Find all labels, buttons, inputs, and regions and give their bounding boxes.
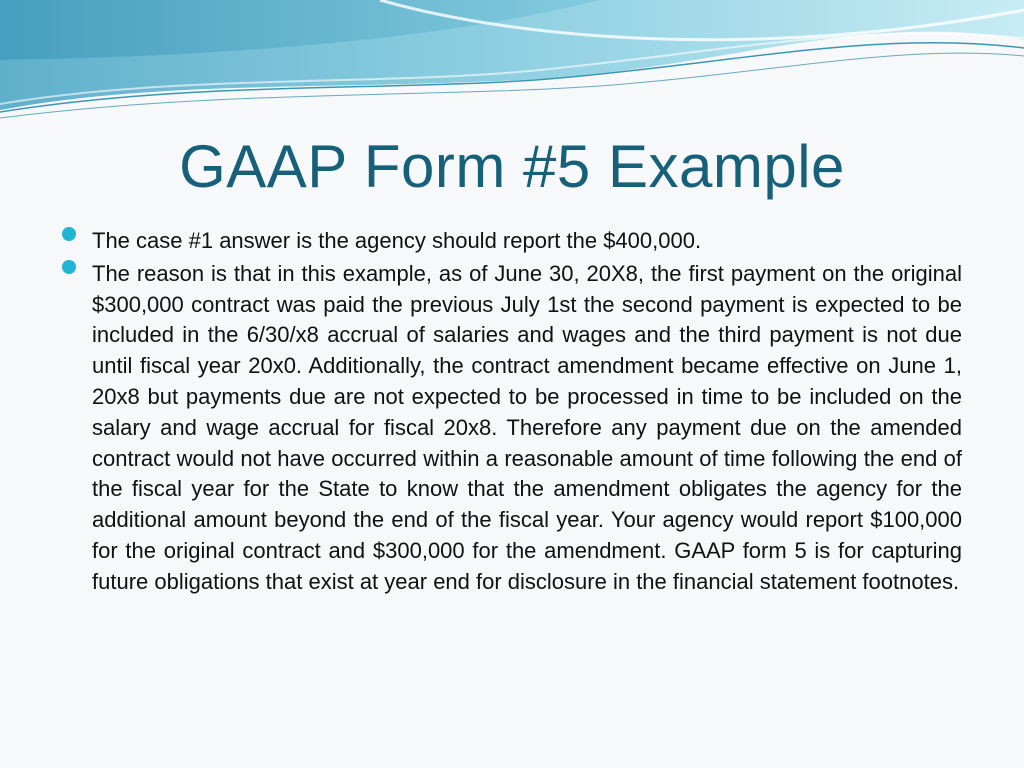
bullet-item xyxy=(62,226,962,257)
bullet-dot-icon xyxy=(62,260,76,274)
bullet-text: The reason is that in this example, as of June 30, 20X8, the first payment on the original $300,000 contract was paid the previous July 1st the second payment is expected to be included in the 6/30/x8 accrual of salaries and wages and the third payment is not due until fiscal year 20x0. Additionally, the contract amendment became effective on June 1, 20x8 but payments due are not expected to be processed in time to be included on the salary and wage accrual for fiscal 20x8. Therefore any payment due on the amended contract would not have occurred within a reasonable amount of time following the end of the fiscal year for the State to know that the amendment obligates the agency for the additional amount beyond the end of the fiscal year. Your agency would report $100,000 for the original contract and $300,000 for the amendment. GAAP form 5 is for capturing future obligations that exist at year end for disclosure in the financial statement footnotes. xyxy=(92,260,962,594)
bullet-list xyxy=(62,226,962,600)
slide-title: GAAP Form #5 Example xyxy=(179,133,845,200)
bullet-text: The case #1 answer is the agency should report the $400,000. xyxy=(92,228,702,253)
bullet-dot-icon xyxy=(62,227,76,241)
bullet-item xyxy=(62,259,962,598)
header-wave-decoration xyxy=(0,0,1024,130)
